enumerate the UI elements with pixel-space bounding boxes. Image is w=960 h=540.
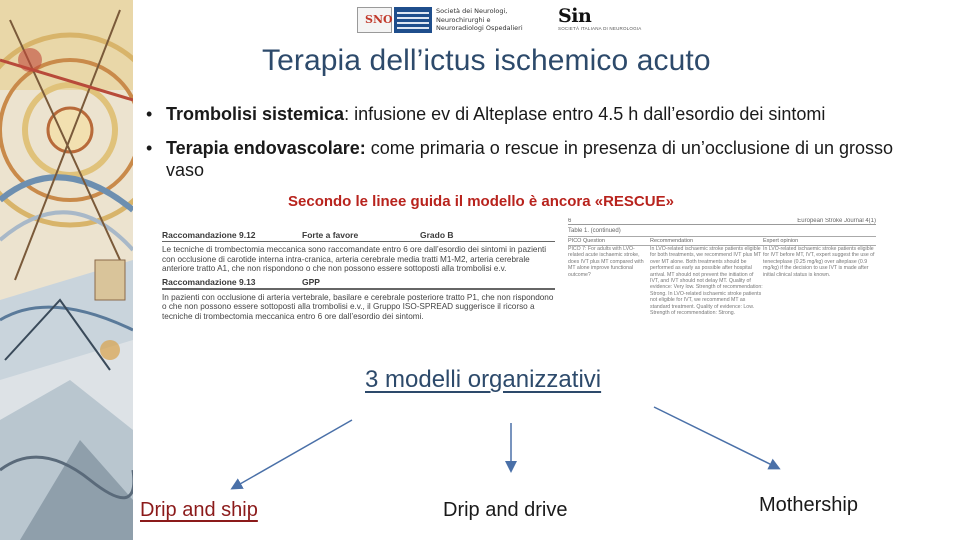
slide-title: Terapia dell’ictus ischemico acuto: [262, 44, 711, 77]
table-columns: PICO Question Recommendation Expert opinion: [568, 236, 876, 246]
bullet-text: : infusione ev di Alteplase entro 4.5 h dall’esordio dei sintomi: [344, 104, 826, 124]
models-heading: 3 modelli organizzativi: [365, 366, 602, 393]
bullet-bold: Terapia endovascolare:: [166, 138, 366, 158]
rec-text-2: In pazienti con occlusione di arteria vertebrale, basilare e cerebrale posteriore tratto P1, che non rispondono o che non possono essere sottoposti alla trombolisi e.v., il Gruppo ISO-SPREAD suggerisce il ricorso a tecniche di trombectomia meccanica entro 6 ore dall’esordio dei sintomi.: [162, 292, 554, 321]
bullet-marker: •: [146, 138, 153, 158]
table-row: PICO 7: For adults with LVO-related acute ischaemic stroke, does IVT plus MT compared with MT alone improve functional outcome? In LVO-related ischaemic stroke patients eligible for both treatments, we recommend IVT plus MT over MT alone. Both treatments should be performed as early as possible after hospital arrival. MT should not prevent the initiation of IVT, and IVT should not delay MT. Quality of evidence: Very low. Strength of recommendation: Strong. In LVO-related ischaemic stroke patients not eligible for IVT, we recommend MT as standard treatment. Quality of evidence: Low. Strength of recommendation: Strong. In LVO-related ischaemic stroke patients eligible for IVT before MT, IVT, expert suggest the use of tenecteplase (0.25 mg/kg) over alteplase (0.9 mg/kg) if the decision to use IVT is made after initial clinical status is known.: [568, 246, 875, 317]
arrow-right: [654, 407, 778, 468]
table-top: 6 European Stroke Journal 4(1): [568, 218, 876, 224]
sin-logo-subtitle: SOCIETÀ ITALIANA DI NEUROLOGIA: [558, 26, 642, 31]
guideline-note: Secondo le linee guida il modello è ancora «RESCUE»: [288, 193, 674, 210]
rec-header-1: Raccomandazione 9.12 Forte a favore Grado B: [162, 230, 555, 242]
bullet-bold: Trombolisi sistemica: [166, 104, 345, 124]
option-mothership: Mothership: [759, 494, 858, 516]
rec-text-1: Le tecniche di trombectomia meccanica sono raccomandate entro 6 ore dall’esordio dei sintomi in pazienti con occlusione di carotide interna intra-cranica, arteria cerebrale media tratti M1-M2, arteria cerebrale anteriore tratto A1, che non rispondono o che non possono essere sottoposti alla trombolisi e.v.: [162, 245, 547, 274]
sin-logo-mark: Sin: [558, 5, 592, 27]
table-caption: Table 1. (continued): [568, 228, 621, 234]
sno-logo-mark: SNO: [357, 7, 392, 33]
arrow-left: [233, 420, 352, 488]
bullet-marker: •: [146, 104, 153, 124]
bullet-text: come primaria o rescue in presenza di un’occlusione di un grosso vaso: [166, 138, 894, 180]
rec-header-2: Raccomandazione 9.13 GPP: [162, 277, 555, 289]
option-drip-and-drive: Drip and drive: [443, 499, 568, 521]
option-drip-and-ship[interactable]: Drip and ship: [140, 499, 258, 521]
sno-logo-text: Società dei Neurologi, Neurochirurghi e Neuroradiologi Ospedalieri: [436, 7, 523, 32]
